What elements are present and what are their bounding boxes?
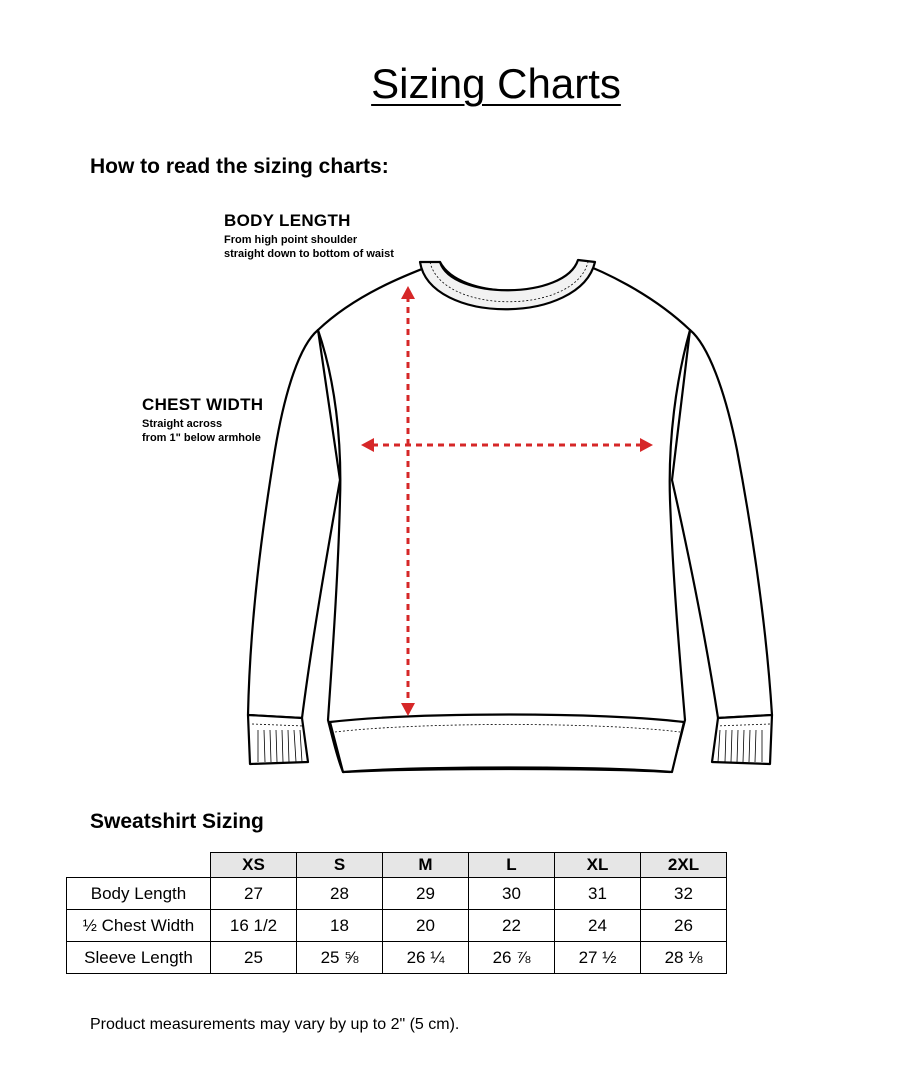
size-header: 2XL (641, 853, 727, 878)
size-header: S (297, 853, 383, 878)
table-cell: 32 (641, 878, 727, 910)
table-cell: 30 (469, 878, 555, 910)
sweatshirt-outline-icon (248, 255, 772, 772)
size-header: XL (555, 853, 641, 878)
table-row (67, 878, 727, 910)
table-cell: 18 (297, 910, 383, 942)
body-length-desc-1: From high point shoulder (224, 234, 358, 246)
table-cell: 31 (555, 878, 641, 910)
row-label: Sleeve Length (67, 942, 211, 974)
left-sleeve-shape (248, 330, 340, 718)
body-length-desc-2: straight down to bottom of waist (224, 248, 394, 260)
size-header: M (383, 853, 469, 878)
table-cell: 27 (211, 878, 297, 910)
table-cell: 29 (383, 878, 469, 910)
right-cuff-shape (712, 715, 772, 764)
table-cell: 22 (469, 910, 555, 942)
table-cell: 26 ⅞ (469, 942, 555, 974)
table-header-row (67, 853, 727, 878)
table-row (67, 910, 727, 942)
table-cell: 25 (211, 942, 297, 974)
size-header: XS (211, 853, 297, 878)
table-cell: 16 1/2 (211, 910, 297, 942)
left-cuff-shape (248, 715, 308, 764)
sizing-table (66, 852, 727, 974)
table-row (67, 942, 727, 974)
size-header: L (469, 853, 555, 878)
body-length-label: BODY LENGTH (224, 211, 351, 230)
row-label: Body Length (67, 878, 211, 910)
body-shape (318, 262, 690, 772)
how-to-heading: How to read the sizing charts: (90, 155, 389, 178)
table-cell: 26 (641, 910, 727, 942)
table-cell: 28 (297, 878, 383, 910)
table-cell: 20 (383, 910, 469, 942)
chest-width-desc-1: Straight across (142, 418, 223, 430)
table-cell: 27 ½ (555, 942, 641, 974)
table-cell: 28 ⅛ (641, 942, 727, 974)
row-label: ½ Chest Width (67, 910, 211, 942)
table-cell: 25 ⅝ (297, 942, 383, 974)
table-cell: 24 (555, 910, 641, 942)
right-sleeve-shape (672, 330, 772, 718)
page-title: Sizing Charts (371, 60, 621, 107)
chest-width-desc-2: from 1" below armhole (142, 432, 261, 444)
table-cell: 26 ¼ (383, 942, 469, 974)
waistband-shape (330, 715, 684, 773)
chest-width-label: CHEST WIDTH (142, 395, 264, 414)
table-heading: Sweatshirt Sizing (90, 810, 264, 833)
footnote: Product measurements may vary by up to 2" (5 cm). (90, 1016, 460, 1033)
